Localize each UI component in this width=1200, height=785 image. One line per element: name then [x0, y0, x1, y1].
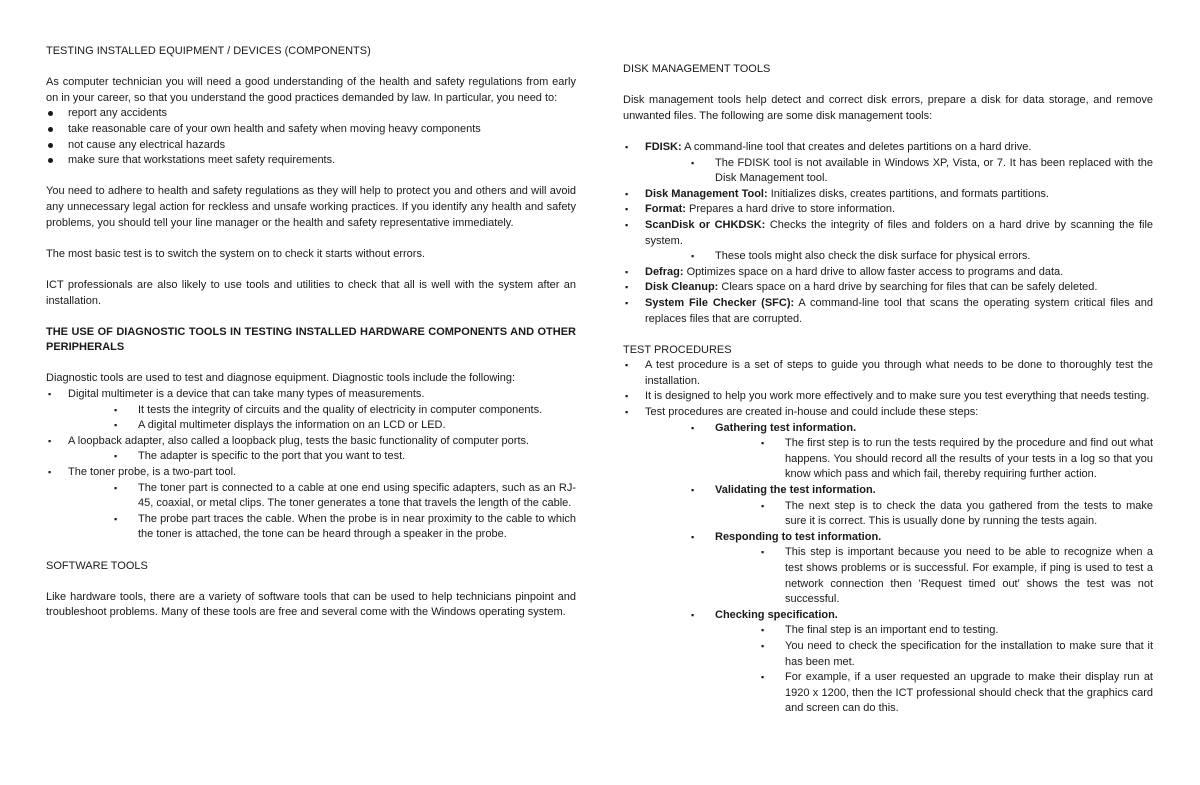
needs-list — [46, 106, 576, 168]
list-item — [623, 265, 1153, 281]
format-desc: Prepares a hard drive to store information. — [685, 203, 896, 216]
test-procedures-list — [623, 358, 1153, 717]
step3-sublist — [761, 545, 1153, 607]
left-column — [46, 44, 576, 621]
step-gathering: Gathering test information. — [715, 421, 857, 434]
list-item: ▪ It tests the integrity of circuits and the quality of electricity in computer components. — [114, 403, 576, 419]
list-item: ▪ It is designed to help you work more effectively and to make sure you test everything that needs testing. — [623, 389, 1153, 405]
list-item: ▪ The first step is to run the tests required by the procedure and find out what happens. You should record all the results of your tests in a log so that you know which pass and which fail, thereby requiring further action. — [761, 436, 1153, 483]
list-item — [46, 465, 576, 543]
list-item: ▪ This step is important because you need to be able to recognize when a test shows problems or is successful. For example, if ping is used to test a network connection then 'Request timed out' shows the test was not successful. — [761, 545, 1153, 607]
cleanup-term: Disk Cleanup: — [645, 281, 719, 294]
list-item — [623, 405, 1153, 717]
right-column — [623, 62, 1153, 717]
defrag-term: Defrag: — [645, 265, 684, 278]
list-item: ▪ You need to check the specification for the installation to make sure that it has been met. — [761, 639, 1153, 670]
dmt-term: Disk Management Tool: — [645, 187, 768, 200]
list-item — [623, 296, 1153, 327]
list-item: ▪ The FDISK tool is not available in Windows XP, Vista, or 7. It has been replaced with the Disk Management tool. — [691, 156, 1153, 187]
diagnostic-intro: Diagnostic tools are used to test and diagnose equipment. Diagnostic tools include the following: — [46, 372, 516, 385]
step-validating: Validating the test information. — [715, 484, 876, 497]
scandisk-term: ScanDisk or CHKDSK: — [645, 218, 766, 231]
section-title-diagnostic: THE USE OF DIAGNOSTIC TOOLS IN TESTING INSTALLED HARDWARE COMPONENTS AND OTHER PERIPHERALS — [46, 325, 576, 354]
list-item — [691, 608, 1153, 717]
list-item: ▪ A test procedure is a set of steps to guide you through what needs to be done to thoroughly test the installation. — [623, 358, 1153, 389]
step-responding: Responding to test information. — [715, 530, 882, 543]
multimeter-sublist — [114, 403, 576, 434]
list-item: ▪ The adapter is specific to the port that you want to test. — [114, 449, 576, 465]
list-item: take reasonable care of your own health and safety when moving heavy components — [46, 122, 576, 138]
fdisk-sublist — [691, 156, 1153, 187]
list-item — [691, 530, 1153, 608]
basic-test-paragraph: The most basic test is to switch the system on to check it starts without errors. — [46, 247, 426, 260]
list-item — [691, 483, 1153, 530]
list-item — [623, 218, 1153, 265]
list-item — [623, 202, 1153, 218]
list-item — [691, 421, 1153, 483]
cleanup-desc: Clears space on a hard drive by searching for files that can be safely deleted. — [718, 281, 1098, 294]
safety-paragraph: You need to adhere to health and safety regulations as they will help to protect you and others and will avoid any unnecessary legal action for reckless and unsafe working practices. If you identify any health and safety problems, you should tell your line manager or the health and safety representative immediately. — [46, 185, 576, 229]
list-item: ▪ The next step is to check the data you gathered from the tests to make sure it is correct. This is usually done by running the tests again. — [761, 499, 1153, 530]
list-item: ▪ For example, if a user requested an upgrade to make their display run at 1920 x 1200, then the ICT professional should check that the graphics card and screen can do this. — [761, 670, 1153, 717]
list-item — [46, 434, 576, 465]
list-item — [623, 280, 1153, 296]
list-item — [623, 187, 1153, 203]
step2-sublist — [761, 499, 1153, 530]
toner-item: The toner probe, is a two-part tool. — [68, 466, 237, 479]
disk-intro: Disk management tools help detect and correct disk errors, prepare a disk for data storage, and remove unwanted files. The following are some disk management tools: — [623, 94, 1153, 122]
dmt-desc: Initializes disks, creates partitions, and formats partitions. — [767, 187, 1049, 200]
list-item — [46, 387, 576, 434]
list-item: report any accidents — [46, 106, 576, 122]
list-item: ▪ These tools might also check the disk surface for physical errors. — [691, 249, 1153, 265]
section-title-software: SOFTWARE TOOLS — [46, 559, 148, 572]
sfc-desc: A command-line tool that scans the operating system critical files and replaces files that are corrupted. — [645, 296, 1154, 325]
tp3-text: Test procedures are created in-house and could include these steps: — [645, 406, 979, 419]
sfc-term: System File Checker (SFC): — [645, 296, 795, 309]
scandisk-desc: Checks the integrity of files and folders on a hard drive by scanning the file system. — [645, 218, 1154, 247]
steps-list — [691, 421, 1153, 717]
step4-sublist — [761, 623, 1153, 717]
multimeter-item: Digital multimeter is a device that can take many types of measurements. — [68, 388, 425, 401]
section-title-testing: TESTING INSTALLED EQUIPMENT / DEVICES (COMPONENTS) — [46, 45, 371, 57]
list-item — [623, 140, 1153, 187]
section-title-test-procedures: TEST PROCEDURES — [623, 343, 732, 356]
defrag-desc: Optimizes space on a hard drive to allow faster access to programs and data. — [683, 265, 1064, 278]
step1-sublist — [761, 436, 1153, 483]
fdisk-desc: A command-line tool that creates and deletes partitions on a hard drive. — [681, 140, 1032, 153]
fdisk-term: FDISK: — [645, 140, 682, 153]
loopback-sublist — [114, 449, 576, 465]
software-paragraph: Like hardware tools, there are a variety of software tools that can be used to help technicians pinpoint and troubleshoot problems. Many of these tools are free and several come with the Windows operating system. — [46, 590, 576, 619]
list-item: ▪ The toner part is connected to a cable at one end using specific adapters, such as an RJ-45, coaxial, or metal clips. The toner generates a tone that travels the length of the cable. — [114, 481, 576, 512]
diagnostic-list — [46, 387, 576, 543]
ict-tools-paragraph: ICT professionals are also likely to use tools and utilities to check that all is well with the system after an installation. — [46, 278, 576, 307]
list-item: not cause any electrical hazards — [46, 138, 576, 154]
format-term: Format: — [645, 203, 686, 216]
list-item: ▪ The final step is an important end to testing. — [761, 623, 1153, 639]
section-title-disk: DISK MANAGEMENT TOOLS — [623, 63, 771, 75]
loopback-item: A loopback adapter, also called a loopback plug, tests the basic functionality of computer ports. — [68, 434, 530, 447]
intro-paragraph: As computer technician you will need a good understanding of the health and safety regulations from early on in your career, so that you understand the good practices demanded by law. In particular, you need to: — [46, 76, 576, 104]
list-item: ▪ A digital multimeter displays the information on an LCD or LED. — [114, 418, 576, 434]
toner-sublist — [114, 481, 576, 543]
list-item: ▪ The probe part traces the cable. When the probe is in near proximity to the cable to which the toner is attached, the tone can be heard through a speaker in the probe. — [114, 512, 576, 543]
disk-tools-list — [623, 140, 1153, 327]
step-checking: Checking specification. — [715, 608, 838, 621]
list-item: make sure that workstations meet safety requirements. — [46, 153, 576, 169]
scandisk-sublist — [691, 249, 1153, 265]
